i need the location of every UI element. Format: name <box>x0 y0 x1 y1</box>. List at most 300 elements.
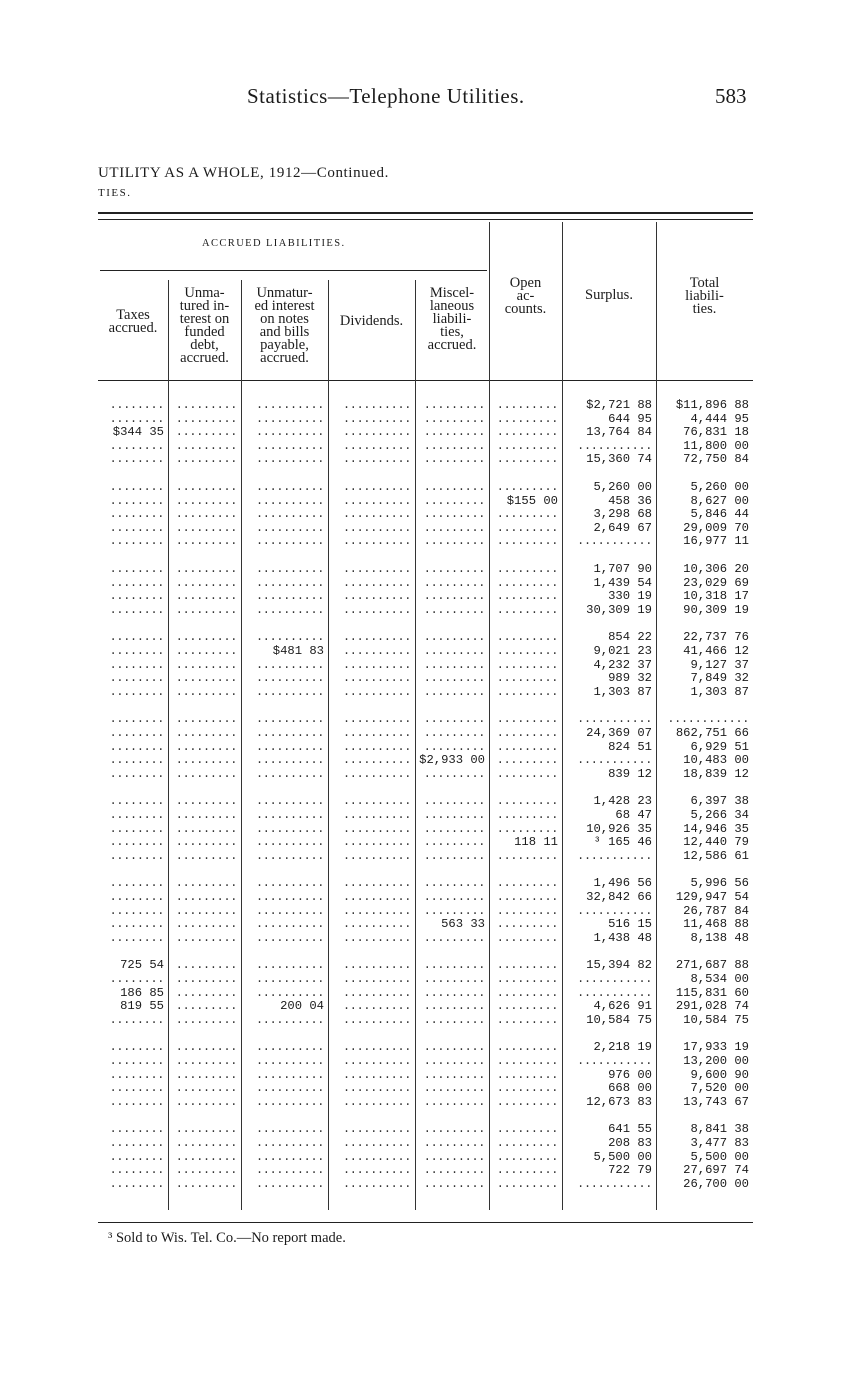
leader-dots: .......... <box>342 972 411 986</box>
leader-dots: ........... <box>577 438 652 453</box>
leader-dots: ........ <box>109 1149 164 1164</box>
cell-surplus: 68 47 <box>615 808 652 822</box>
leader-dots: ......... <box>175 1122 237 1137</box>
leader-dots: ........ <box>109 438 164 453</box>
table-caption: UTILITY AS A WHOLE, 1912—Continued. <box>98 165 389 181</box>
leader-dots: .......... <box>255 766 324 781</box>
leader-dots: ......... <box>423 1067 485 1082</box>
leader-dots: ......... <box>175 794 237 809</box>
leader-dots: .......... <box>255 876 324 891</box>
leader-dots: ......... <box>496 562 558 576</box>
column-divider <box>241 280 242 1210</box>
column-header-line: Unma- <box>184 285 225 301</box>
leader-dots: ......... <box>175 657 237 672</box>
leader-dots: ......... <box>496 890 558 904</box>
column-header-line: liabili- <box>432 311 472 327</box>
cell-surplus: 2,218 19 <box>593 1040 652 1055</box>
leader-dots: ........ <box>109 534 164 549</box>
leader-dots: ......... <box>175 808 237 822</box>
leader-dots: ........... <box>577 1176 652 1191</box>
cell-total: 5,266 34 <box>690 808 749 822</box>
leader-dots: ......... <box>423 1054 485 1068</box>
leader-dots: .......... <box>255 930 324 945</box>
leader-dots: ......... <box>496 1136 558 1150</box>
leader-dots: ......... <box>423 1040 485 1055</box>
leader-dots: .......... <box>255 848 324 863</box>
leader-dots: .......... <box>255 630 324 645</box>
column-header-interest-funded <box>168 287 241 365</box>
leader-dots: ......... <box>175 930 237 945</box>
leader-dots: ......... <box>423 575 485 590</box>
cell-total: 8,534 00 <box>690 972 749 986</box>
cell-total: 23,029 69 <box>683 575 749 590</box>
leader-dots: .......... <box>255 835 324 850</box>
leader-dots: ......... <box>423 534 485 549</box>
leader-dots: ......... <box>496 589 558 604</box>
leader-dots: ......... <box>175 972 237 986</box>
column-header-surplus <box>562 289 656 302</box>
cell-misc: $2,933 00 <box>419 753 485 768</box>
leader-dots: ......... <box>423 684 485 699</box>
leader-dots: .......... <box>342 958 411 973</box>
leader-dots: ........ <box>109 644 164 658</box>
leader-dots: ......... <box>496 808 558 822</box>
cell-surplus: 208 83 <box>608 1136 652 1150</box>
leader-dots: ......... <box>175 684 237 699</box>
leader-dots: ......... <box>175 452 237 467</box>
leader-dots: .......... <box>255 1081 324 1096</box>
leader-dots: ......... <box>423 589 485 604</box>
leader-dots: ........ <box>109 575 164 590</box>
leader-dots: ......... <box>423 1012 485 1027</box>
cell-total: 26,700 00 <box>683 1176 749 1191</box>
cell-surplus: 641 55 <box>608 1122 652 1137</box>
table-subcaption: TIES. <box>98 187 132 199</box>
leader-dots: ......... <box>423 602 485 617</box>
cell-surplus: 1,707 90 <box>593 562 652 576</box>
footnote: ³ Sold to Wis. Tel. Co.—No report made. <box>108 1230 346 1246</box>
column-header-line: Unmatur- <box>256 285 313 301</box>
leader-dots: ........ <box>109 589 164 604</box>
leader-dots: ......... <box>423 739 485 754</box>
cell-total: 271,687 88 <box>675 958 749 973</box>
column-header-line: accrued. <box>180 350 229 366</box>
leader-dots: ......... <box>423 398 485 412</box>
leader-dots: ......... <box>175 520 237 535</box>
cell-total: 90,309 19 <box>683 602 749 617</box>
leader-dots: ......... <box>423 808 485 822</box>
cell-surplus: 9,021 23 <box>593 644 652 658</box>
leader-dots: ......... <box>423 1081 485 1096</box>
leader-dots: ......... <box>496 438 558 453</box>
leader-dots: .......... <box>342 766 411 781</box>
leader-dots: ......... <box>496 1067 558 1082</box>
leader-dots: ......... <box>175 890 237 904</box>
leader-dots: .......... <box>342 726 411 740</box>
leader-dots: .......... <box>255 507 324 522</box>
leader-dots: ......... <box>496 1012 558 1027</box>
leader-dots: .......... <box>342 876 411 891</box>
cell-surplus: 3,298 68 <box>593 507 652 522</box>
leader-dots: ......... <box>175 1054 237 1068</box>
leader-dots: ......... <box>496 794 558 809</box>
leader-dots: .......... <box>255 903 324 918</box>
cell-total: 7,849 32 <box>690 671 749 686</box>
column-divider <box>562 222 563 1210</box>
leader-dots: ......... <box>423 507 485 522</box>
leader-dots: ......... <box>175 589 237 604</box>
leader-dots: ......... <box>175 726 237 740</box>
leader-dots: ......... <box>423 999 485 1014</box>
column-header-line: Dividends. <box>339 313 404 329</box>
leader-dots: .......... <box>255 1149 324 1164</box>
cell-total: 10,584 75 <box>683 1012 749 1027</box>
leader-dots: .......... <box>255 657 324 672</box>
leader-dots: ......... <box>496 602 558 617</box>
leader-dots: .......... <box>255 958 324 973</box>
leader-dots: .......... <box>255 480 324 494</box>
leader-dots: ........ <box>109 602 164 617</box>
leader-dots: ........... <box>577 712 652 727</box>
leader-dots: ........ <box>109 726 164 740</box>
leader-dots: ......... <box>175 753 237 768</box>
leader-dots: .......... <box>342 398 411 412</box>
leader-dots: .......... <box>342 917 411 932</box>
leader-dots: ........ <box>109 507 164 522</box>
leader-dots: .......... <box>255 712 324 727</box>
cell-surplus: 13,764 84 <box>586 425 652 440</box>
cell-surplus: 30,309 19 <box>586 602 652 617</box>
leader-dots: ......... <box>175 821 237 836</box>
leader-dots: ......... <box>175 562 237 576</box>
leader-dots: ........ <box>109 848 164 863</box>
cell-total: 9,127 37 <box>690 657 749 672</box>
leader-dots: .......... <box>342 684 411 699</box>
leader-dots: ......... <box>175 398 237 412</box>
cell-total: 10,306 20 <box>683 562 749 576</box>
leader-dots: .......... <box>255 808 324 822</box>
leader-dots: .......... <box>342 493 411 508</box>
leader-dots: .......... <box>255 1094 324 1109</box>
leader-dots: ......... <box>175 1136 237 1150</box>
leader-dots: ........ <box>109 1163 164 1178</box>
leader-dots: ......... <box>496 739 558 754</box>
leader-dots: ........ <box>109 398 164 412</box>
cell-surplus: 976 00 <box>608 1067 652 1082</box>
leader-dots: ......... <box>175 903 237 918</box>
leader-dots: ......... <box>423 1149 485 1164</box>
cell-total: 1,303 87 <box>690 684 749 699</box>
accrued-liabilities-header: ACCRUED LIABILITIES. <box>202 238 346 249</box>
leader-dots: ......... <box>175 630 237 645</box>
leader-dots: .......... <box>342 1163 411 1178</box>
leader-dots: ......... <box>423 903 485 918</box>
cell-surplus: 516 15 <box>608 917 652 932</box>
cell-surplus: 15,394 82 <box>586 958 652 973</box>
leader-dots: .......... <box>255 1136 324 1150</box>
leader-dots: ........ <box>109 972 164 986</box>
leader-dots: ........ <box>109 917 164 932</box>
leader-dots: ......... <box>423 562 485 576</box>
leader-dots: ......... <box>175 958 237 973</box>
leader-dots: ......... <box>423 835 485 850</box>
leader-dots: ......... <box>423 644 485 658</box>
cell-surplus: 1,439 54 <box>593 575 652 590</box>
leader-dots: .......... <box>255 534 324 549</box>
leader-dots: ......... <box>175 739 237 754</box>
leader-dots: ......... <box>423 848 485 863</box>
leader-dots: .......... <box>255 575 324 590</box>
running-title: Statistics—Telephone Utilities. <box>247 84 525 108</box>
bottom-rule <box>98 1222 753 1223</box>
leader-dots: .......... <box>255 739 324 754</box>
leader-dots: ......... <box>175 534 237 549</box>
column-header-line: tured in- <box>179 298 230 314</box>
cell-surplus: 5,500 00 <box>593 1149 652 1164</box>
cell-total: 11,800 00 <box>683 438 749 453</box>
column-header-misc <box>415 287 489 352</box>
leader-dots: .......... <box>255 671 324 686</box>
leader-dots: .......... <box>342 1054 411 1068</box>
column-header-open <box>489 277 562 316</box>
cell-taxes: 819 55 <box>120 999 164 1014</box>
leader-dots: ......... <box>496 684 558 699</box>
leader-dots: ......... <box>496 630 558 645</box>
cell-total: 8,841 38 <box>690 1122 749 1137</box>
leader-dots: ......... <box>175 712 237 727</box>
leader-dots: .......... <box>255 1040 324 1055</box>
leader-dots: .......... <box>342 1176 411 1191</box>
leader-dots: .......... <box>255 794 324 809</box>
leader-dots: ......... <box>175 1176 237 1191</box>
leader-dots: ......... <box>423 1163 485 1178</box>
leader-dots: ......... <box>423 452 485 467</box>
cell-total: 72,750 84 <box>683 452 749 467</box>
leader-dots: ......... <box>496 1040 558 1055</box>
leader-dots: ......... <box>175 1012 237 1027</box>
leader-dots: ......... <box>175 999 237 1014</box>
cell-surplus: 4,626 91 <box>593 999 652 1014</box>
leader-dots: .......... <box>342 1149 411 1164</box>
leader-dots: ......... <box>496 1122 558 1137</box>
column-header-line: accrued. <box>108 320 158 336</box>
leader-dots: ........ <box>109 753 164 768</box>
leader-dots: ......... <box>496 657 558 672</box>
leader-dots: ......... <box>175 1081 237 1096</box>
column-header-line: ties. <box>692 301 717 317</box>
leader-dots: .......... <box>255 726 324 740</box>
column-header-taxes <box>98 309 168 335</box>
leader-dots: ......... <box>423 766 485 781</box>
leader-dots: .......... <box>255 1163 324 1178</box>
column-divider <box>415 280 416 1210</box>
leader-dots: ........ <box>109 1054 164 1068</box>
cell-total: 27,697 74 <box>683 1163 749 1178</box>
leader-dots: ......... <box>496 1149 558 1164</box>
cell-surplus: 644 95 <box>608 411 652 426</box>
leader-dots: .......... <box>255 753 324 768</box>
cell-total: $11,896 88 <box>675 398 749 412</box>
leader-dots: ........... <box>577 1054 652 1068</box>
leader-dots: .......... <box>255 411 324 426</box>
cell-surplus: $2,721 88 <box>586 398 652 412</box>
leader-dots: .......... <box>255 425 324 440</box>
leader-dots: .......... <box>342 739 411 754</box>
cell-taxes: $344 35 <box>112 425 164 440</box>
column-header-line: Surplus. <box>585 287 633 303</box>
leader-dots: .......... <box>342 644 411 658</box>
leader-dots: ......... <box>496 534 558 549</box>
cell-interest-notes: $481 83 <box>272 644 324 658</box>
cell-surplus: 839 12 <box>608 766 652 781</box>
column-header-line: accrued. <box>260 350 309 366</box>
leader-dots: ........ <box>109 520 164 535</box>
leader-dots: ......... <box>496 876 558 891</box>
column-header-line: on notes <box>260 311 309 327</box>
leader-dots: ......... <box>175 876 237 891</box>
leader-dots: .......... <box>342 425 411 440</box>
leader-dots: ......... <box>496 452 558 467</box>
leader-dots: .......... <box>342 411 411 426</box>
leader-dots: ........ <box>109 411 164 426</box>
cell-surplus: 10,584 75 <box>586 1012 652 1027</box>
leader-dots: ......... <box>423 520 485 535</box>
cell-surplus: 1,438 48 <box>593 930 652 945</box>
leader-dots: ........ <box>109 903 164 918</box>
leader-dots: .......... <box>342 589 411 604</box>
cell-surplus: 722 79 <box>608 1163 652 1178</box>
leader-dots: ......... <box>175 1094 237 1109</box>
leader-dots: ......... <box>496 753 558 768</box>
column-header-line: Taxes <box>116 307 150 323</box>
leader-dots: ......... <box>175 835 237 850</box>
leader-dots: ........ <box>109 562 164 576</box>
leader-dots: ........ <box>109 890 164 904</box>
cell-taxes: 186 85 <box>120 985 164 1000</box>
column-header-line: counts. <box>504 301 547 317</box>
leader-dots: .......... <box>255 684 324 699</box>
cell-surplus: 4,232 37 <box>593 657 652 672</box>
cell-total: 14,946 35 <box>683 821 749 836</box>
top-rule <box>98 212 753 214</box>
column-header-line: laneous <box>429 298 475 314</box>
leader-dots: ........ <box>109 739 164 754</box>
leader-dots: .......... <box>255 438 324 453</box>
leader-dots: .......... <box>342 712 411 727</box>
leader-dots: .......... <box>342 848 411 863</box>
cell-total: 29,009 70 <box>683 520 749 535</box>
leader-dots: ......... <box>496 958 558 973</box>
leader-dots: ........ <box>109 835 164 850</box>
leader-dots: ......... <box>496 411 558 426</box>
leader-dots: ......... <box>496 917 558 932</box>
leader-dots: ......... <box>423 726 485 740</box>
leader-dots: .......... <box>255 821 324 836</box>
column-divider <box>168 280 169 1210</box>
leader-dots: ......... <box>496 972 558 986</box>
leader-dots: .......... <box>255 985 324 1000</box>
column-header-interest-notes <box>241 287 328 365</box>
leader-dots: ........ <box>109 1094 164 1109</box>
leader-dots: .......... <box>342 1136 411 1150</box>
leader-dots: .......... <box>255 452 324 467</box>
leader-dots: ......... <box>423 1122 485 1137</box>
column-header-line: ed interest <box>254 298 315 314</box>
leader-dots: .......... <box>342 1012 411 1027</box>
leader-dots: ......... <box>496 425 558 440</box>
leader-dots: ........ <box>109 766 164 781</box>
leader-dots: ........ <box>109 1012 164 1027</box>
leader-dots: ......... <box>423 958 485 973</box>
leader-dots: .......... <box>255 1054 324 1068</box>
leader-dots: ......... <box>423 821 485 836</box>
cell-surplus: 1,496 56 <box>593 876 652 891</box>
cell-total: 16,977 11 <box>683 534 749 549</box>
column-divider <box>328 280 329 1210</box>
leader-dots: .......... <box>342 520 411 535</box>
leader-dots: ......... <box>175 917 237 932</box>
column-header-line: ac- <box>516 288 535 304</box>
leader-dots: ......... <box>423 1176 485 1191</box>
leader-dots: ........ <box>109 1040 164 1055</box>
leader-dots: ......... <box>175 1040 237 1055</box>
leader-dots: ......... <box>423 493 485 508</box>
leader-dots: .......... <box>255 1067 324 1082</box>
cell-surplus: 2,649 67 <box>593 520 652 535</box>
leader-dots: ......... <box>496 848 558 863</box>
leader-dots: .......... <box>342 534 411 549</box>
leader-dots: ......... <box>175 602 237 617</box>
cell-total: 26,787 84 <box>683 903 749 918</box>
leader-dots: ......... <box>423 425 485 440</box>
leader-dots: .......... <box>342 1081 411 1096</box>
leader-dots: ......... <box>423 972 485 986</box>
page-number: 583 <box>715 84 747 108</box>
leader-dots: .......... <box>342 1094 411 1109</box>
column-header-total <box>656 277 753 316</box>
leader-dots: .......... <box>255 589 324 604</box>
cell-total: 5,500 00 <box>690 1149 749 1164</box>
leader-dots: ......... <box>496 766 558 781</box>
leader-dots: ......... <box>496 930 558 945</box>
leader-dots: ........ <box>109 671 164 686</box>
column-header-line: debt, <box>190 337 219 353</box>
column-header-dividends <box>328 315 415 328</box>
cell-total: 13,200 00 <box>683 1054 749 1068</box>
leader-dots: .......... <box>255 602 324 617</box>
leader-dots: ........... <box>577 848 652 863</box>
cell-surplus: ³ 165 46 <box>593 835 652 850</box>
leader-dots: ........ <box>109 630 164 645</box>
accrued-group-rule <box>100 270 487 271</box>
leader-dots: .......... <box>255 1012 324 1027</box>
leader-dots: ......... <box>175 848 237 863</box>
cell-total: 5,846 44 <box>690 507 749 522</box>
cell-total: 10,318 17 <box>683 589 749 604</box>
leader-dots: ......... <box>423 930 485 945</box>
column-header-line: Open <box>509 275 542 291</box>
leader-dots: ........ <box>109 794 164 809</box>
leader-dots: ......... <box>175 1163 237 1178</box>
column-header-line: funded <box>184 324 225 340</box>
column-divider <box>489 222 490 1210</box>
cell-surplus: 989 32 <box>608 671 652 686</box>
leader-dots: .......... <box>342 890 411 904</box>
leader-dots: .......... <box>342 835 411 850</box>
cell-total: 8,627 00 <box>690 493 749 508</box>
cell-total: 12,586 61 <box>683 848 749 863</box>
leader-dots: ......... <box>175 1067 237 1082</box>
